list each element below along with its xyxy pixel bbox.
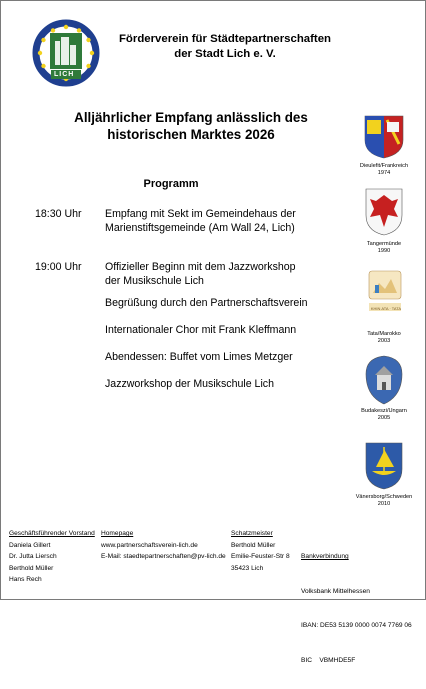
eu-star-icon — [41, 38, 45, 42]
partner-label — [349, 494, 419, 508]
eu-star-icon — [90, 51, 94, 55]
program-entry: Jazzworkshop der Musikschule Lich — [105, 378, 274, 390]
eu-star-icon — [51, 28, 55, 32]
program-entry — [105, 260, 355, 288]
homepage-link[interactable]: www.partnerschaftsverein-lich.de — [101, 541, 198, 549]
footer-line: Berthold Müller — [231, 541, 276, 549]
event-title — [41, 109, 341, 143]
partner-city: Dieulefit/Frankreich — [359, 163, 409, 169]
org-line-2: der Stadt Lich e. V. — [174, 48, 276, 60]
partner-year: 1990 — [377, 248, 391, 254]
eu-star-icon — [86, 64, 90, 68]
program-entry-line: Marienstiftsgemeinde (Am Wall 24, Lich) — [105, 222, 295, 234]
email-link[interactable]: E-Mail: staedtepartnerschaften@pv-lich.de — [101, 553, 226, 560]
partner-city: Tata/Marokko — [367, 331, 401, 337]
footer-line: BIC VBMHDE5F — [301, 656, 356, 664]
footer-homepage — [101, 528, 226, 563]
footer-heading: Bankverbindung — [301, 553, 349, 560]
footer-line: Hans Rech — [9, 576, 42, 583]
program-entry — [105, 207, 355, 235]
program-time: 18:30 Uhr — [35, 208, 82, 220]
program-heading: Programm — [143, 178, 199, 190]
tata-crest-icon — [367, 269, 403, 323]
footer-line: 35423 Lich — [231, 564, 264, 572]
footer-line: IBAN: DE53 5139 0000 0074 7769 06 — [301, 622, 412, 629]
footer-line: Volksbank Mittelhessen — [301, 587, 370, 595]
eu-star-icon — [77, 28, 81, 32]
org-line-1: Förderverein für Städtepartnerschaften — [118, 33, 332, 45]
partner-label — [349, 331, 419, 345]
footer-management — [9, 528, 95, 586]
dieulefit-crest-icon — [363, 114, 405, 160]
footer-heading: Geschäftsführender Vorstand — [9, 530, 95, 537]
partner-city: Tangermünde — [366, 241, 402, 247]
partner-year: 2010 — [377, 501, 391, 507]
eu-star-icon — [38, 51, 42, 55]
footer-bank — [301, 528, 412, 689]
vaenersborg-crest-icon — [364, 441, 404, 491]
partner-year: 1974 — [377, 170, 391, 176]
program-entry: Internationaler Chor mit Frank Kleffmann — [105, 324, 297, 336]
partner-year: 2005 — [377, 415, 391, 421]
footer-heading: Homepage — [101, 530, 134, 537]
program-entry-line: Empfang mit Sekt im Gemeindehaus der — [105, 208, 296, 220]
footer-heading: Schatzmeister — [231, 530, 273, 537]
tata-crest-caption: KHIN ATA · TATA — [370, 306, 402, 311]
eu-star-icon — [86, 38, 90, 42]
program-entry-line: Offizieller Beginn mit dem Jazzworkshop — [105, 261, 296, 273]
program-entry: Abendessen: Buffet vom Limes Metzger — [105, 351, 293, 363]
partner-label — [349, 241, 419, 255]
tangermuende-crest-icon — [364, 187, 404, 237]
partner-year: 2003 — [377, 338, 391, 344]
footer-line: Daniela Gillert — [9, 541, 51, 549]
footer-line: Berthold Müller — [9, 564, 54, 572]
footer-line: Dr. Jutta Liersch — [9, 553, 57, 560]
partner-label — [349, 163, 419, 177]
eu-star-icon — [41, 64, 45, 68]
program-entry: Begrüßung durch den Partnerschaftsverein — [105, 297, 308, 309]
event-title-line-1: Alljährlicher Empfang anlässlich des — [74, 110, 308, 125]
budakeszi-crest-icon — [364, 354, 404, 406]
partner-city: Vänersborg/Schweden — [355, 494, 413, 500]
partner-label — [349, 408, 419, 422]
program-entry-line: der Musikschule Lich — [105, 275, 204, 287]
organization-title — [105, 32, 345, 62]
footer-line: Emilie-Feuster-Str 8 — [231, 553, 290, 560]
program-time: 19:00 Uhr — [35, 261, 82, 273]
eu-star-icon — [64, 25, 68, 29]
partner-city: Budakeszi/Ungarn — [361, 408, 407, 414]
logo-text: LICH — [54, 71, 75, 78]
footer-treasurer — [231, 528, 290, 574]
event-title-line-2: historischen Marktes 2026 — [107, 127, 275, 142]
